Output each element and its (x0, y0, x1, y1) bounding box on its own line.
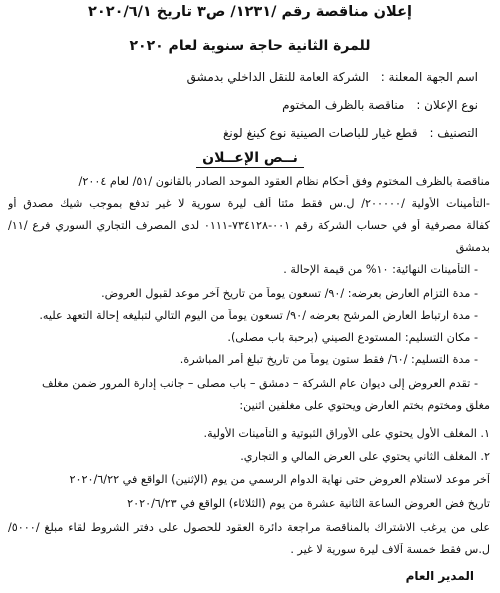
body-line: ١. المغلف الأول يحتوي على الأوراق الثبوتية و التأمينات الأولية. (203, 427, 490, 440)
body-line: - التأمينات النهائية: ١٠% من قيمة الإحالة . (283, 263, 478, 276)
body-line: - تقدم العروض إلى ديوان عام الشركة – دمشق – باب مصلى – جانب إدارة المرور ضمن مغلف (42, 377, 478, 390)
body-line: - مكان التسليم: المستودع الصيني (برحبة باب مصلى). (227, 331, 478, 344)
body-line: كفالة مصرفية أو في حساب الشركة رقم ٠٠١-٧٣٤١٢٨-٠١١١ لدى المصرف التجاري السوري فرع /١١/ (8, 219, 490, 232)
body-line: - مدة التسليم: /٦٠/ فقط ستون يوماً من تاريخ تبلغ أمر المباشرة. (179, 353, 478, 366)
body-line: آخر موعد لاستلام العروض حتى نهاية الدوام الرسمي من يوم (الإثنين) الواقع في ٢٠٢٠/٦/٢٢ (69, 473, 490, 486)
signature: المدير العام (405, 569, 474, 583)
body-line: ل.س فقط خمسة آلاف ليرة سورية لا غير . (290, 543, 490, 556)
meta-row-category (223, 126, 478, 140)
meta-label: التصنيف : (429, 126, 478, 140)
body-line: ٢. المغلف الثاني يحتوي على العرض المالي و التجاري. (240, 450, 490, 463)
announcement-heading (0, 150, 500, 166)
body-line: -التأمينات الأولية /٢٠٠٠٠٠/ ل.س فقط مئتا ألف ليرة سورية لا غير تدفع بموجب شيك مصدق أو (8, 197, 490, 210)
meta-label: اسم الجهة المعلنة : (380, 70, 478, 84)
body-line: بدمشق (455, 241, 490, 254)
heading-text: نــص الإعــلان (196, 150, 304, 168)
body-line: تاريخ فض العروض الساعة الثانية عشرة من يوم (الثلاثاء) الواقع في ٢٠٢٠/٦/٢٣ (127, 497, 490, 510)
announcement-subtitle: للمرة الثانية حاجة سنوية لعام ٢٠٢٠ (129, 38, 371, 54)
meta-value: مناقصة بالظرف المختوم (282, 98, 405, 112)
meta-row-type (282, 98, 478, 112)
body-line: - مدة ارتباط العارض المرشح بعرضه /٩٠/ تسعون يوماً من اليوم التالي لتبليغه إحالة التعهد عليه. (39, 309, 478, 322)
body-line: مناقصة بالظرف المختوم وفق أحكام نظام العقود الموحد الصادر بالقانون /٥١/ لعام ٢٠٠٤/ (78, 175, 490, 188)
meta-row-entity (187, 70, 478, 84)
announcement-title: إعلان مناقصة رقم /١٢٣١/ ص٣ تاريخ ٢٠٢٠/٦/١ (88, 4, 412, 20)
meta-label: نوع الإعلان : (416, 98, 478, 112)
meta-value: الشركة العامة للنقل الداخلي بدمشق (186, 70, 369, 84)
body-line: مغلق ومختوم بختم العارض ويحتوي على مغلفين اثنين: (239, 399, 490, 412)
body-line: - مدة التزام العارض بعرضه: /٩٠/ تسعون يوماً من تاريخ آخر موعد لقبول العروض. (101, 287, 478, 300)
meta-value: قطع غيار للباصات الصينية نوع كينغ لونغ (223, 126, 418, 140)
body-line: على من يرغب الاشتراك بالمناقصة مراجعة دائرة العقود للحصول على دفتر الشروط لقاء مبلغ /٥٠٠٠/ (8, 521, 490, 534)
